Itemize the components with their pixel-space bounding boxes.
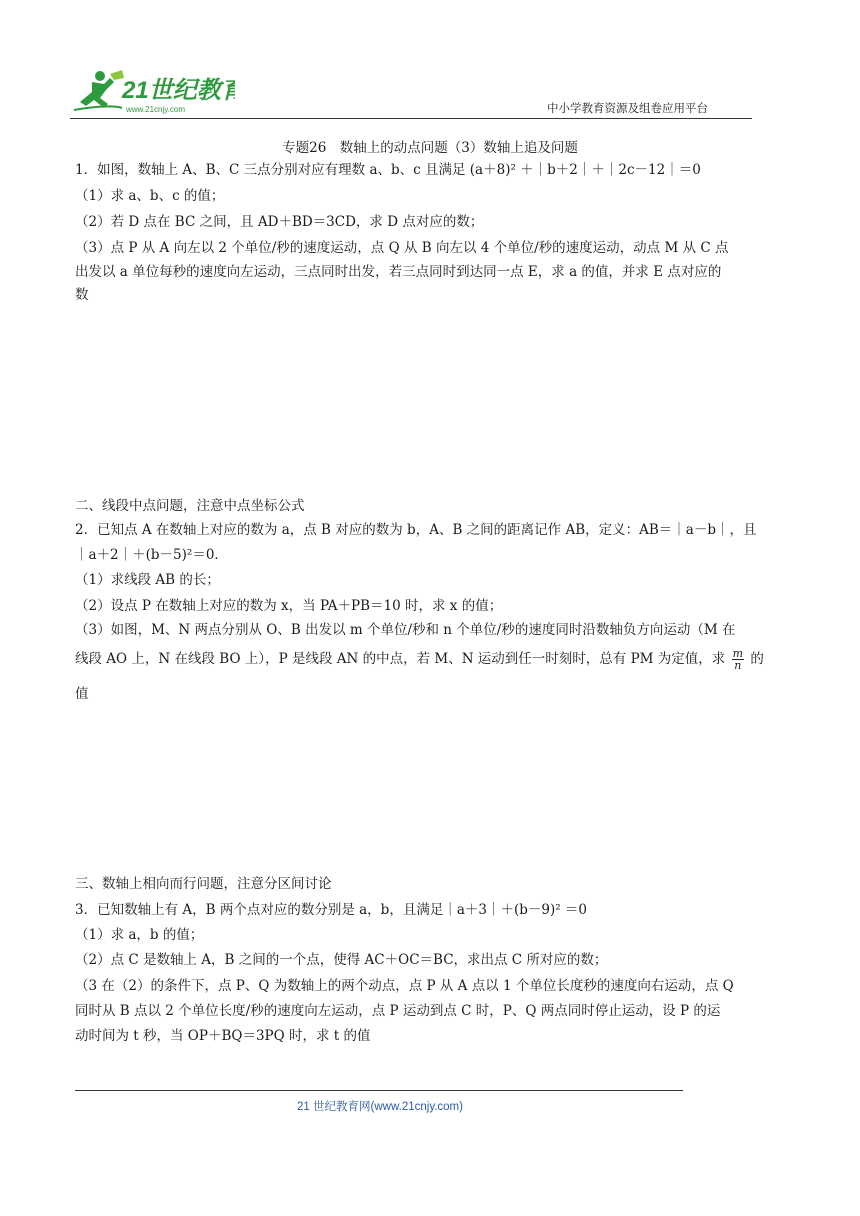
svg-text:www.21cnjy.com: www.21cnjy.com <box>126 105 185 114</box>
q1-part3-line3: 数 <box>75 287 89 303</box>
page-title: 专题26 数轴上的动点问题（3）数轴上追及问题 <box>282 140 578 156</box>
q3-part3-line3: 动时间为 t 秒，当 OP＋BQ＝3PQ 时，求 t 的值 <box>75 1028 371 1044</box>
section-2-heading: 二、线段中点问题，注意中点坐标公式 <box>75 498 305 514</box>
site-logo <box>70 68 235 118</box>
footer-divider <box>75 1090 683 1091</box>
q3-stem: 3．已知数轴上有 A，B 两个点对应的数分别是 a，b，且满足｜a＋3｜＋(b－9)² ＝0 <box>75 902 588 918</box>
q2-part3-line2 <box>75 648 764 671</box>
q2-stem-line2: ｜a＋2｜＋(b－5)²＝0． <box>75 547 228 563</box>
fraction-denominator: n <box>734 659 742 672</box>
q3-part3-line1: （3 在（2）的条件下，点 P、Q 为数轴上的两个动点，点 P 从 A 点以 1 个单位长度秒的速度向右运动，点 Q <box>75 978 734 994</box>
q1-part1: （1）求 a、b、c 的值； <box>75 188 225 204</box>
fraction-numerator: m <box>732 647 744 660</box>
q3-part2: （2）点 C 是数轴上 A，B 之间的一个点，使得 AC＋OC＝BC，求出点 C 所对应的数； <box>75 952 608 968</box>
q3-part1: （1）求 a，b 的值； <box>75 927 204 943</box>
q2-part2: （2）设点 P 在数轴上对应的数为 x，当 PA＋PB＝10 时，求 x 的值； <box>75 598 503 614</box>
q2-part3-line2-end: 的 <box>750 651 764 667</box>
q1-part3-line1: （3）点 P 从 A 向左以 2 个单位/秒的速度运动，点 Q 从 B 向左以 4 个单位/秒的速度运动，动点 M 从 C 点 <box>75 240 729 256</box>
header-divider <box>70 118 752 119</box>
q2-stem-line1: 2．已知点 A 在数轴上对应的数为 a，点 B 对应的数为 b，A、B 之间的距离记作 AB，定义：AB＝｜a－b｜，且 <box>75 522 757 538</box>
q2-part3-line1: （3）如图，M、N 两点分别从 O、B 出发以 m 个单位/秒和 n 个单位/秒的速度同时沿数轴负方向运动（M 在 <box>75 622 736 638</box>
section-3-heading: 三、数轴上相向而行问题，注意分区间讨论 <box>75 876 332 892</box>
q2-part3-line2-text: 线段 AO 上，N 在线段 BO 上），P 是线段 AN 的中点，若 M、N 运动到任一时刻时，总有 PM 为定值，求 <box>75 651 726 667</box>
svg-text:21世纪教育: 21世纪教育 <box>122 77 235 104</box>
header-platform-name: 中小学教育资源及组卷应用平台 <box>547 101 708 115</box>
q1-part2: （2）若 D 点在 BC 之间，且 AD＋BD＝3CD，求 D 点对应的数； <box>75 214 484 230</box>
footer-link[interactable]: 21 世纪教育网(www.21cnjy.com) <box>297 1101 463 1113</box>
fraction-m-over-n <box>732 648 744 671</box>
q3-part3-line2: 同时从 B 点以 2 个单位长度/秒的速度向左运动，点 P 运动到点 C 时，P、Q 两点同时停止运动，设 P 的运 <box>75 1003 721 1019</box>
q1-stem: 1．如图，数轴上 A、B、C 三点分别对应有理数 a、b、c 且满足 (a＋8)² ＋｜b＋2｜＋｜2c－12｜＝0 <box>75 162 701 178</box>
q2-part3-line3: 值 <box>75 686 89 702</box>
q2-part1: （1）求线段 AB 的长； <box>75 572 220 588</box>
q1-part3-line2: 出发以 a 单位每秒的速度向左运动，三点同时出发，若三点同时到达同一点 E，求 a 的值，并求 E 点对应的 <box>75 264 722 280</box>
